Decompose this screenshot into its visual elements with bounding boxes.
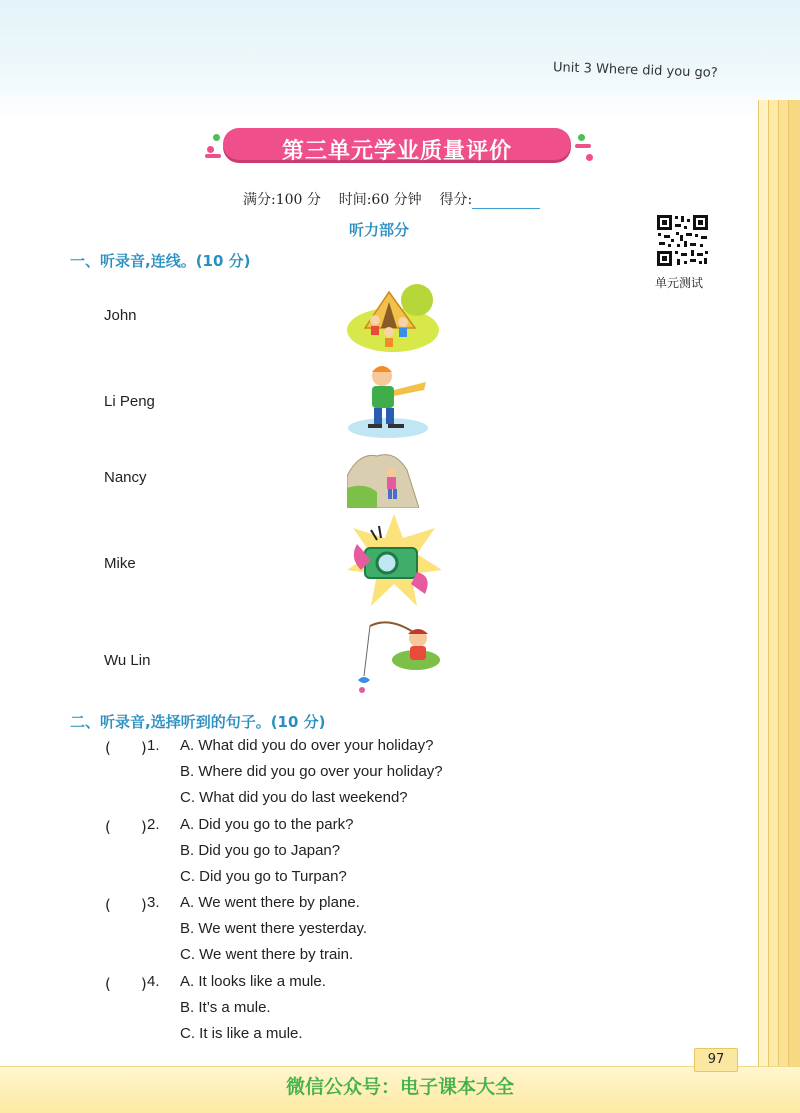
page-title: 第三单元学业质量评价 [281,139,512,164]
footer-watermark: 微信公众号：电子课本大全 [285,1076,514,1098]
qr-label: 单元测试 [655,276,704,290]
camera-picture [347,514,442,606]
name-john: John [104,307,137,324]
page-edge-stack [758,100,800,1113]
decor-dot [578,134,585,141]
qr-code-icon[interactable] [655,213,710,268]
top-band [0,0,800,120]
score-info [243,189,540,209]
decor-dash [575,144,591,148]
title-banner [205,122,593,168]
decor-dash [205,154,221,158]
name-li-peng: Li Peng [104,393,155,410]
time-limit: 时间:60 分钟 [338,192,422,208]
option-c: C. It is like a mule. [180,1025,303,1042]
option-c: C. We went there by train. [180,946,354,963]
name-nancy: Nancy [104,469,147,486]
skating-picture [348,362,433,440]
page-number: 97 [694,1048,738,1072]
climbing-picture [347,448,419,508]
score-blank[interactable] [472,192,540,209]
decor-dot [207,146,214,153]
answer-blank[interactable]: ( ) [105,896,147,914]
fishing-picture [350,616,440,698]
decor-dot [586,154,593,161]
decor-dot [213,134,220,141]
page-edge [788,100,800,1113]
name-wu-lin: Wu Lin [104,652,151,669]
option-c: C. Did you go to Turpan? [180,868,347,885]
section2-heading: 二、听录音,选择听到的句子。(10 分) [70,713,326,731]
option-a: A. It looks like a mule. [180,973,326,990]
unit-header: Unit 3 Where did you go? [553,60,719,81]
question-number: 3. [147,894,160,911]
option-b: B. Where did you go over your holiday? [180,763,443,780]
option-a: A. What did you do over your holiday? [180,737,434,754]
option-c: C. What did you do last weekend? [180,789,408,806]
section1-heading: 一、听录音,连线。(10 分) [70,252,251,270]
question-number: 2. [147,816,160,833]
option-a: A. Did you go to the park? [180,816,354,833]
answer-blank[interactable]: ( ) [105,739,147,757]
score-label: 得分: [439,192,473,208]
option-a: A. We went there by plane. [180,894,360,911]
listening-part-heading: 听力部分 [349,221,410,239]
option-b: B. We went there yesterday. [180,920,368,937]
name-mike: Mike [104,555,136,572]
full-score: 满分:100 分 [243,192,321,208]
camping-picture [345,278,440,353]
option-b: B. Did you go to Japan? [180,842,341,859]
option-b: B. It’s a mule. [180,999,271,1016]
answer-blank[interactable]: ( ) [105,818,147,836]
answer-blank[interactable]: ( ) [105,975,147,993]
title-bar [223,128,571,164]
question-number: 4. [147,973,160,990]
question-number: 1. [147,737,160,754]
